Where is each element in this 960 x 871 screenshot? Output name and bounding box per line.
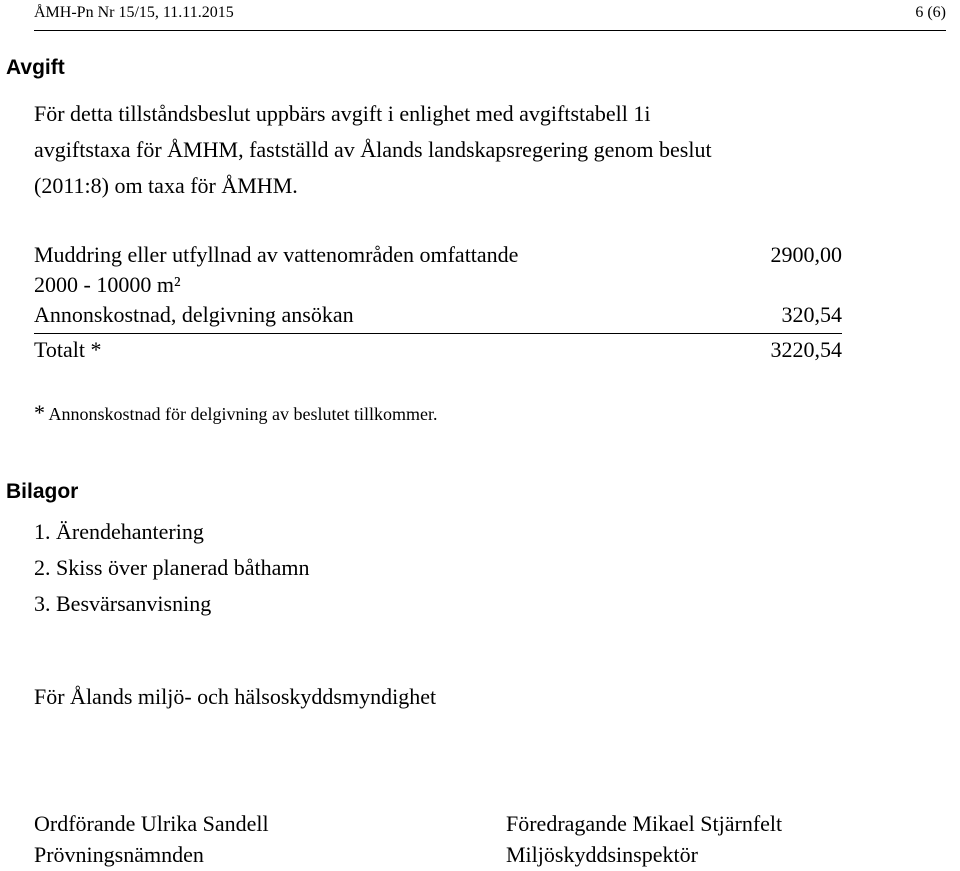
footnote-text: Annonskostnad för delgivning av beslutet tillkommer. bbox=[48, 404, 438, 424]
header-divider bbox=[34, 30, 946, 31]
fee-row-label: Annonskostnad, delgivning ansökan bbox=[34, 302, 354, 327]
fee-intro-paragraph bbox=[34, 96, 712, 204]
signatory-name: Ordförande Ulrika Sandell bbox=[34, 811, 269, 836]
fee-footnote bbox=[34, 400, 437, 426]
fee-intro-line: För detta tillståndsbeslut uppbärs avgift i enlighet med avgiftstabell 1i bbox=[34, 101, 651, 126]
fee-row bbox=[34, 300, 842, 330]
fee-row-amount: 2900,00 bbox=[770, 242, 842, 267]
fee-row bbox=[34, 270, 842, 300]
list-item: 2. Skiss över planerad båthamn bbox=[34, 555, 310, 580]
signature-block-right bbox=[506, 808, 782, 870]
footnote-marker: * bbox=[34, 400, 45, 425]
fee-total-amount: 3220,54 bbox=[770, 337, 842, 362]
list-item: 1. Ärendehantering bbox=[34, 519, 204, 544]
fee-total-row bbox=[34, 335, 842, 365]
page-number: 6 (6) bbox=[915, 4, 946, 21]
fee-row-label: Muddring eller utfyllnad av vattenområden omfattande bbox=[34, 242, 519, 267]
signatory-title: Miljöskyddsinspektör bbox=[506, 842, 698, 867]
attachments-list bbox=[34, 514, 310, 622]
fee-row-amount: 320,54 bbox=[781, 302, 842, 327]
document-reference: ÅMH-Pn Nr 15/15, 11.11.2015 bbox=[34, 4, 234, 21]
total-divider bbox=[34, 333, 842, 334]
signatory-title: Prövningsnämnden bbox=[34, 842, 204, 867]
fee-table bbox=[34, 240, 842, 365]
fee-heading: Avgift bbox=[6, 56, 65, 79]
fee-row-label: 2000 - 10000 m² bbox=[34, 272, 181, 297]
fee-intro-line: (2011:8) om taxa för ÅMHM. bbox=[34, 173, 298, 198]
issuing-authority: För Ålands miljö- och hälsoskyddsmyndighet bbox=[34, 684, 437, 709]
fee-row bbox=[34, 240, 842, 270]
fee-total-label: Totalt * bbox=[34, 337, 102, 362]
signatory-name: Föredragande Mikael Stjärnfelt bbox=[506, 811, 783, 836]
fee-intro-line: avgiftstaxa för ÅMHM, fastställd av Ålands landskapsregering genom beslut bbox=[34, 137, 712, 162]
attachments-heading: Bilagor bbox=[6, 480, 79, 503]
list-item: 3. Besvärsanvisning bbox=[34, 591, 212, 616]
signature-block-left bbox=[34, 808, 269, 870]
